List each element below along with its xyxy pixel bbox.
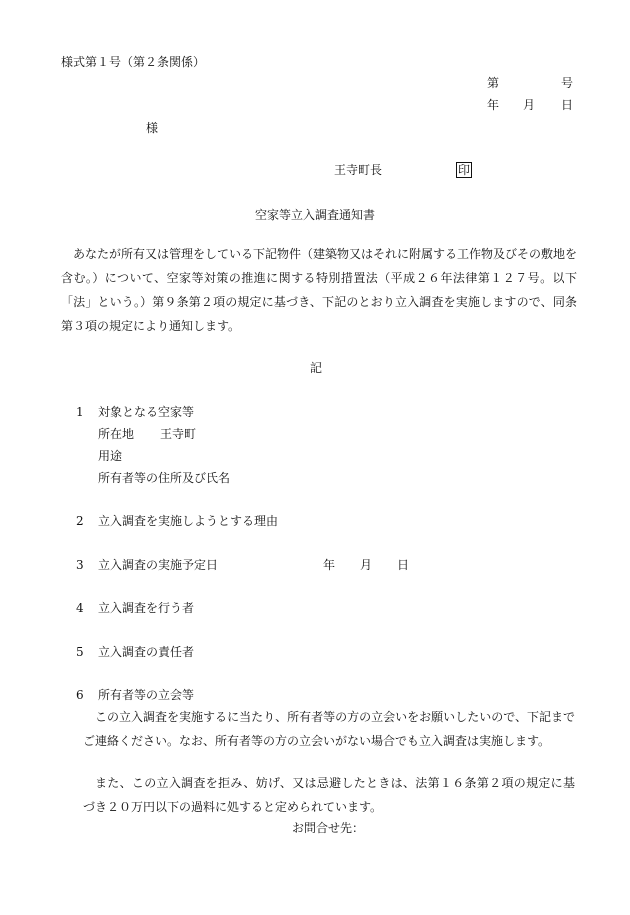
item-6-paragraph-2: また、この立入調査を拒み、妨げ、又は忌避したときは、法第１６条第２項の規定に基づき２０万円以下の過料に処すると定められています。 [83, 776, 575, 814]
item-4-label: 立入調査を行う者 [98, 601, 195, 615]
doc-number-suffix: 号 [561, 76, 574, 90]
item-3-day: 日 [397, 558, 410, 572]
sender-name: 王寺町長 [334, 163, 383, 177]
item-6-number: 6 [76, 688, 84, 702]
document-title: 空家等立入調査通知書 [254, 208, 375, 222]
item-2-number: 2 [76, 514, 84, 528]
intro-paragraph: あなたが所有又は管理をしている下記物件（建築物又はそれに附属する工作物及びその敷地を含む。）について、空家等対策の推進に関する特別措置法（平成２６年法律第１２７号。以下「法」という。）第９条第２項の規定に基づき、下記のとおり立入調査を実施しますので、同条第３項の規定により通知します。 [61, 247, 578, 333]
location-value: 王寺町 [160, 427, 197, 441]
doc-number-prefix: 第 [487, 76, 500, 90]
item-3-label: 立入調査の実施予定日 [98, 558, 219, 572]
usage-label: 用途 [98, 449, 123, 463]
item-3-year: 年 [323, 558, 336, 572]
contact-label: お問合せ先： [292, 821, 365, 835]
addressee-honorific: 様 [146, 121, 159, 135]
date-day: 日 [561, 98, 574, 112]
item-5-number: 5 [76, 645, 84, 659]
date-month: 月 [523, 98, 536, 112]
item-1-number: 1 [76, 405, 84, 419]
ki-heading: 記 [310, 361, 323, 375]
item-2-label: 立入調査を実施しようとする理由 [98, 514, 279, 528]
item-3-number: 3 [76, 558, 84, 572]
location-label: 所在地 [98, 427, 135, 441]
item-5-label: 立入調査の責任者 [98, 645, 195, 659]
seal-mark [456, 162, 472, 178]
item-3-month: 月 [360, 558, 373, 572]
owner-label: 所有者等の住所及び氏名 [98, 471, 231, 485]
item-6-label: 所有者等の立会等 [98, 688, 195, 702]
seal-text: 印 [458, 163, 471, 177]
item-6-paragraph-1: この立入調査を実施するに当たり、所有者等の方の立会いをお願いしたいので、下記までご連絡ください。なお、所有者等の方の立会いがない場合でも立入調査は実施します。 [83, 710, 575, 748]
item-1-label: 対象となる空家等 [98, 405, 195, 419]
date-year: 年 [487, 98, 500, 112]
form-label: 様式第１号（第２条関係） [61, 55, 206, 69]
item-4-number: 4 [76, 601, 84, 615]
